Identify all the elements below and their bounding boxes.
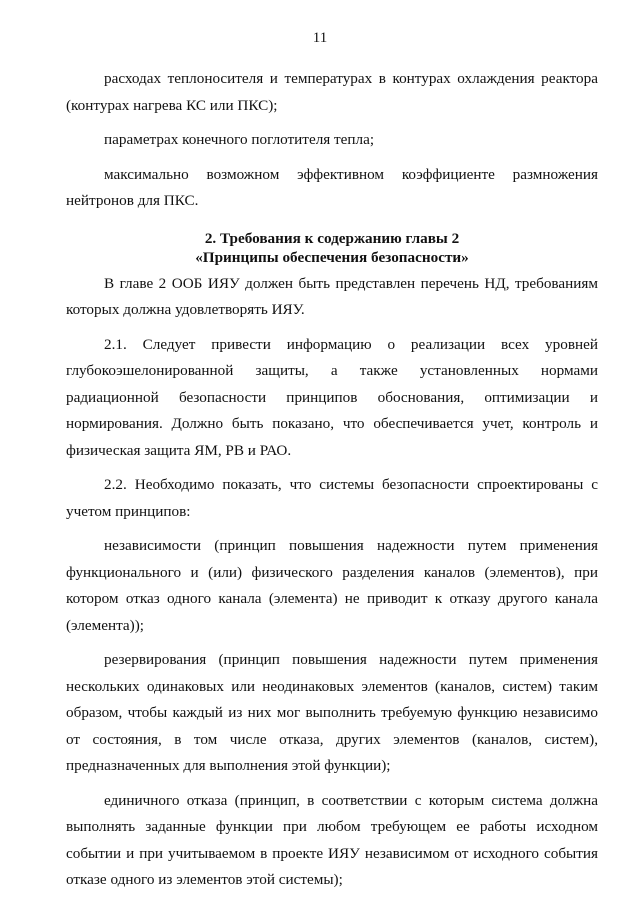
paragraph-multiplication-factor: максимально возможном эффективном коэффициенте размножения нейтронов для ПКС. [66, 165, 598, 209]
section-heading-line1: 2. Требования к содержанию главы 2 [204, 229, 460, 247]
section-heading-line2: «Принципы обеспечения безопасности» [195, 248, 469, 266]
page-number: 11 [312, 30, 328, 46]
paragraph-coolant-flow: расходах теплоносителя и температурах в контурах охлаждения реактора (контурах нагрева КС или ПКС); [66, 70, 598, 114]
paragraph-heat-sink: параметрах конечного поглотителя тепла; [104, 131, 375, 148]
paragraph-redundancy: резервирования (принцип повышения надежности путем применения нескольких одинаковых или неодинаковых элементов (каналов, систем) таким образом, чтобы каждый из них мог выполнить требуемую функцию независимо от состояния, в том числе отказа, других элементов (каналов, систем), предназначенных для выполнения этой функции); [66, 651, 598, 774]
paragraph-single-failure: единичного отказа (принцип, в соответствии с которым система должна выполнять заданные функции при любом требующем ее работы исходном событии и при учитываемом в проекте ИЯУ независимом от исходного события отказе одного из элементов этой системы); [66, 791, 598, 888]
page-content [66, 66, 598, 894]
section-heading [66, 229, 598, 267]
paragraph-chapter2-intro: В главе 2 ООБ ИЯУ должен быть представлен перечень НД, требованиям которых должна удовлетворять ИЯУ. [66, 274, 598, 318]
paragraph-independence: независимости (принцип повышения надежности путем применения функционального и (или) физического разделения каналов (элементов), при котором отказ одного канала (элемента) не приводит к отказу другого канала (элемента)); [66, 537, 598, 634]
paragraph-2-2: 2.2. Необходимо показать, что системы безопасности спроектированы с учетом принципов: [66, 476, 598, 520]
paragraph-2-1: 2.1. Следует привести информацию о реализации всех уровней глубокоэшелонированной защиты, а также установленных нормами радиационной безопасности принципов обоснования, оптимизации и нормирования. Должно быть показано, что обеспечивается учет, контроль и физическая защита ЯМ, РВ и РАО. [66, 335, 598, 459]
